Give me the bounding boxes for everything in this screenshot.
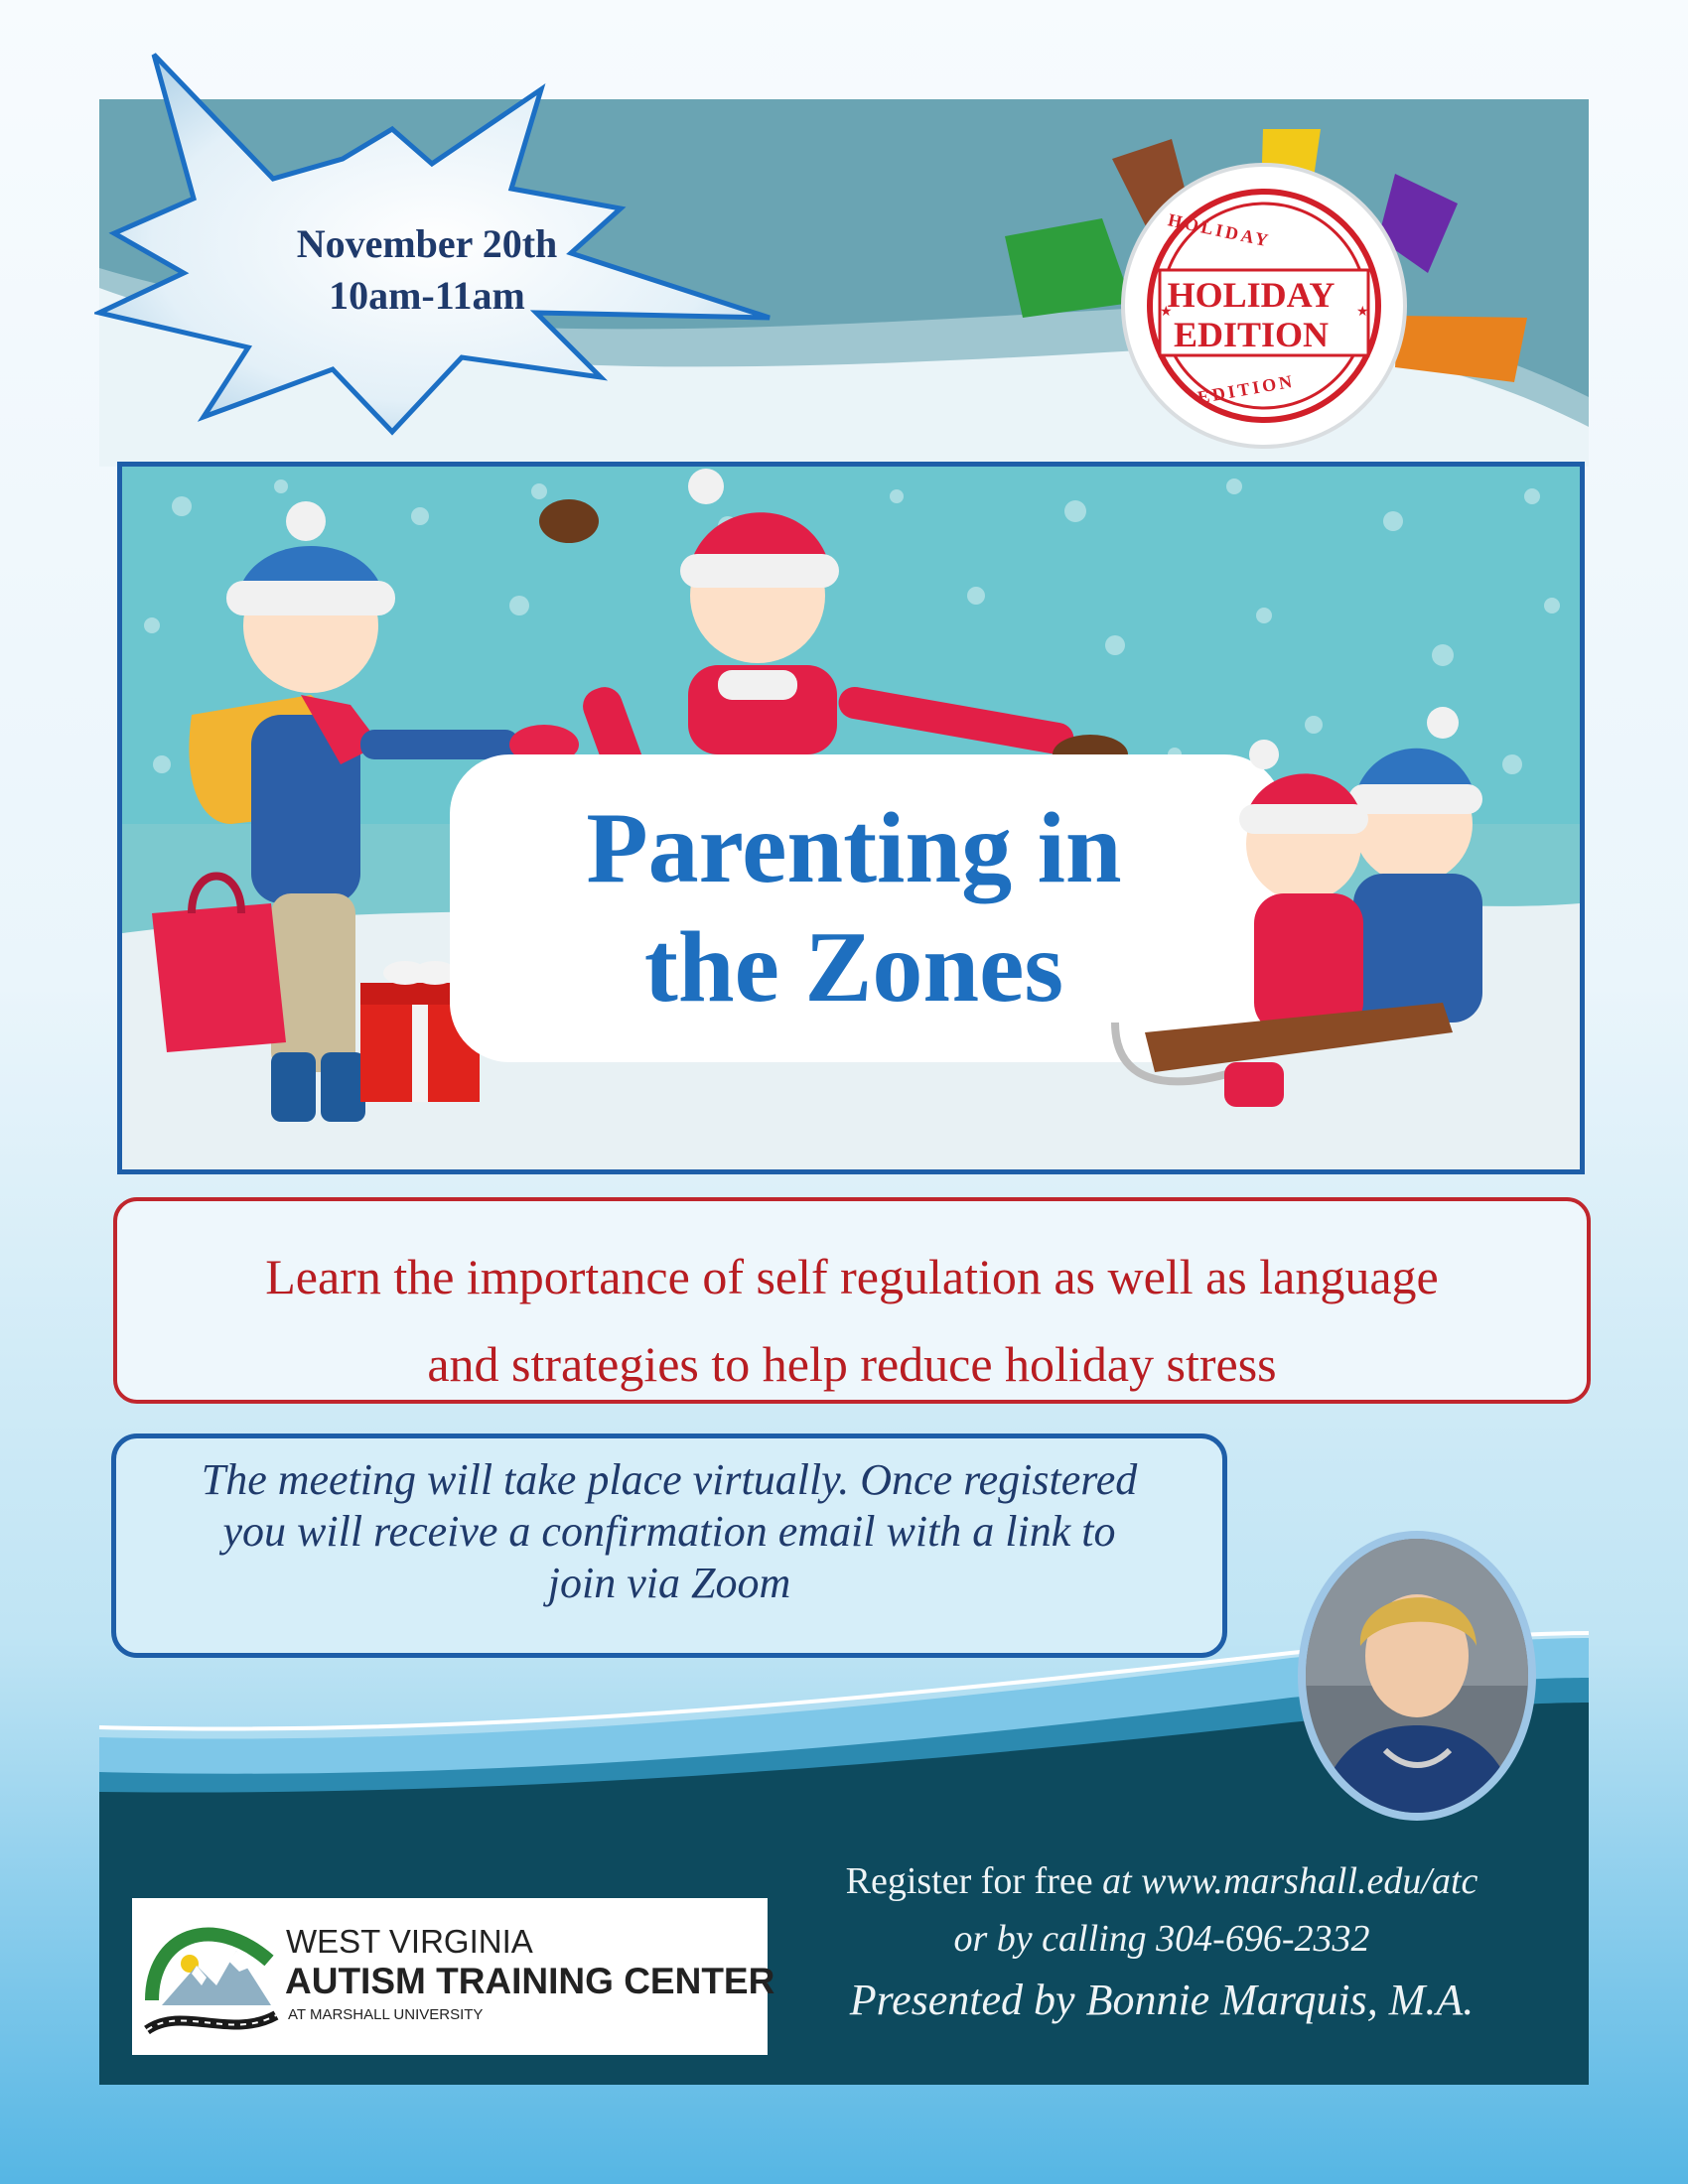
meeting-info-line2: you will receive a confirmation email with a link to (222, 1507, 1116, 1556)
register-line (774, 1852, 1549, 1910)
logo-line1: WEST VIRGINIA (286, 1923, 533, 1960)
register-prefix: Register for free (845, 1860, 1103, 1902)
event-date: November 20th (296, 221, 558, 266)
event-title-line2: the Zones (643, 911, 1064, 1024)
presenter-photo (1296, 1527, 1539, 1825)
logo-line2: AUTISM TRAINING CENTER (285, 1961, 775, 2001)
meeting-info-line3: join via Zoom (547, 1559, 791, 1607)
badge-line1: HOLIDAY (1167, 275, 1336, 315)
svg-text:★: ★ (1160, 305, 1173, 320)
logo-line3: AT MARSHALL UNIVERSITY (288, 2006, 484, 2023)
date-time-text (243, 218, 611, 322)
mountain-logo-mark (142, 1906, 281, 2040)
event-time: 10am-11am (329, 273, 525, 318)
register-phone: or by calling 304-696-2332 (953, 1918, 1370, 1960)
badge-arc-top: HOLIDAY (1166, 209, 1273, 251)
badge-line2: EDITION (1173, 315, 1330, 354)
description-line2: and strategies to help reduce holiday stress (427, 1336, 1277, 1392)
description-line1: Learn the importance of self regulation as well as language (265, 1249, 1439, 1304)
badge-arc-bottom: EDITION (1196, 370, 1297, 408)
event-title (427, 789, 1281, 1027)
meeting-info-line1: The meeting will take place virtually. Once registered (201, 1455, 1138, 1504)
event-title-line1: Parenting in (586, 792, 1122, 904)
register-url[interactable]: at www.marshall.edu/atc (1102, 1860, 1478, 1902)
registration-block (774, 1852, 1549, 2033)
presenter-line: Presented by Bonnie Marquis, M.A. (849, 1976, 1475, 2024)
svg-text:★: ★ (1356, 305, 1369, 320)
description-box (113, 1197, 1591, 1404)
